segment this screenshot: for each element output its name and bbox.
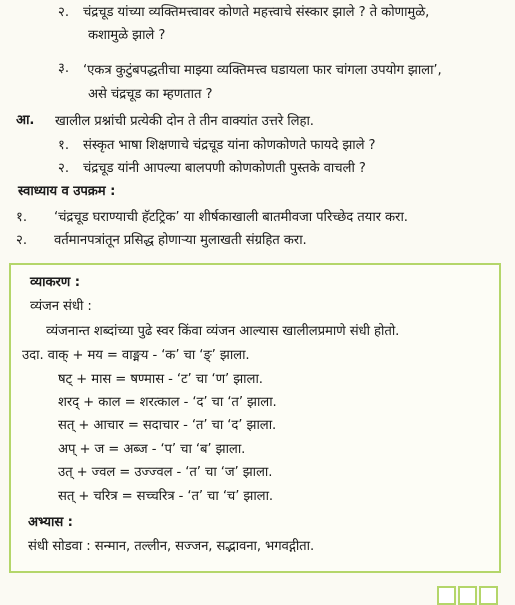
grammar-subheading: व्यंजन संधी :: [30, 299, 92, 314]
section-aa-item2-text: चंद्रचूड यांनी आपल्या बालपणी कोणकोणती पुस्तके वाचली ?: [83, 161, 366, 176]
question-3-line1: ‘एकत्र कुटुंबपद्धतीचा माझ्या व्यक्तिमत्त्व घडायला फार चांगला उपयोग झाला’,: [83, 63, 442, 78]
section-aa-item2-number: २.: [58, 161, 70, 176]
swadhyay-item1-text: ‘चंद्रचूड घराण्याची हॅटट्रिक’ या शीर्षकाखाली बातमीवजा परिच्छेद तयार करा.: [54, 210, 408, 225]
grammar-heading: व्याकरण :: [30, 275, 80, 290]
grammar-example-5: अप् + ज = अब्ज - ‘प’ चा ‘ब’ झाला.: [58, 442, 246, 457]
grammar-example-1: उदा. वाक् + मय = वाङ्मय - ‘क’ चा ‘ङ्’ झाला.: [22, 348, 250, 363]
grammar-example-3: शरद् + काल = शरत्काल - ‘द’ चा ‘त’ झाला.: [58, 395, 277, 410]
section-aa-label: आ.: [16, 113, 35, 128]
decorative-square: [437, 586, 456, 605]
question-3-line2: असे चंद्रचूड का म्हणतात ?: [88, 87, 213, 102]
exercise-text: संधी सोडवा : सन्मान, तल्लीन, सज्जन, सद्भावना, भगवद्गीता.: [28, 539, 315, 554]
swadhyay-item2-text: वर्तमानपत्रांतून प्रसिद्ध होणाऱ्या मुलाखती संग्रहित करा.: [54, 233, 307, 248]
section-aa-item1-text: संस्कृत भाषा शिक्षणाचे चंद्रचूड यांना कोणकोणते फायदे झाले ?: [83, 138, 376, 153]
grammar-example-7: सत् + चरित्र = सच्चरित्र - ‘त’ चा ‘च’ झाला.: [58, 489, 274, 504]
grammar-rule: व्यंजनान्त शब्दांच्या पुढे स्वर किंवा व्यंजन आल्यास खालीलप्रमाणे संधी होतो.: [46, 324, 400, 339]
exercise-heading: अभ्यास :: [28, 515, 73, 530]
question-2-number: २.: [58, 5, 70, 20]
section-aa-item1-number: १.: [58, 138, 70, 153]
question-3-number: ३.: [58, 61, 70, 76]
question-2-line2: कशामुळे झाले ?: [88, 28, 166, 43]
decorative-square: [479, 586, 498, 605]
section-aa-instruction: खालील प्रश्नांची प्रत्येकी दोन ते तीन वाक्यांत उत्तरे लिहा.: [55, 114, 314, 129]
swadhyay-item2-number: २.: [16, 233, 28, 248]
swadhyay-heading: स्वाध्याय व उपक्रम :: [18, 184, 116, 199]
swadhyay-item1-number: १.: [16, 210, 28, 225]
grammar-example-6: उत् + ज्वल = उज्ज्वल - ‘त’ चा ‘ज’ झाला.: [58, 465, 273, 480]
decorative-square: [458, 586, 477, 605]
grammar-example-4: सत् + आचार = सदाचार - ‘त’ चा ‘द’ झाला.: [58, 418, 277, 433]
question-2-line1: चंद्रचूड यांच्या व्यक्तिमत्त्वावर कोणते महत्त्वाचे संस्कार झाले ? ते कोणामुळे,: [83, 5, 430, 20]
grammar-example-2: षट् + मास = षण्मास - ‘ट’ चा ‘ण’ झाला.: [58, 372, 263, 387]
